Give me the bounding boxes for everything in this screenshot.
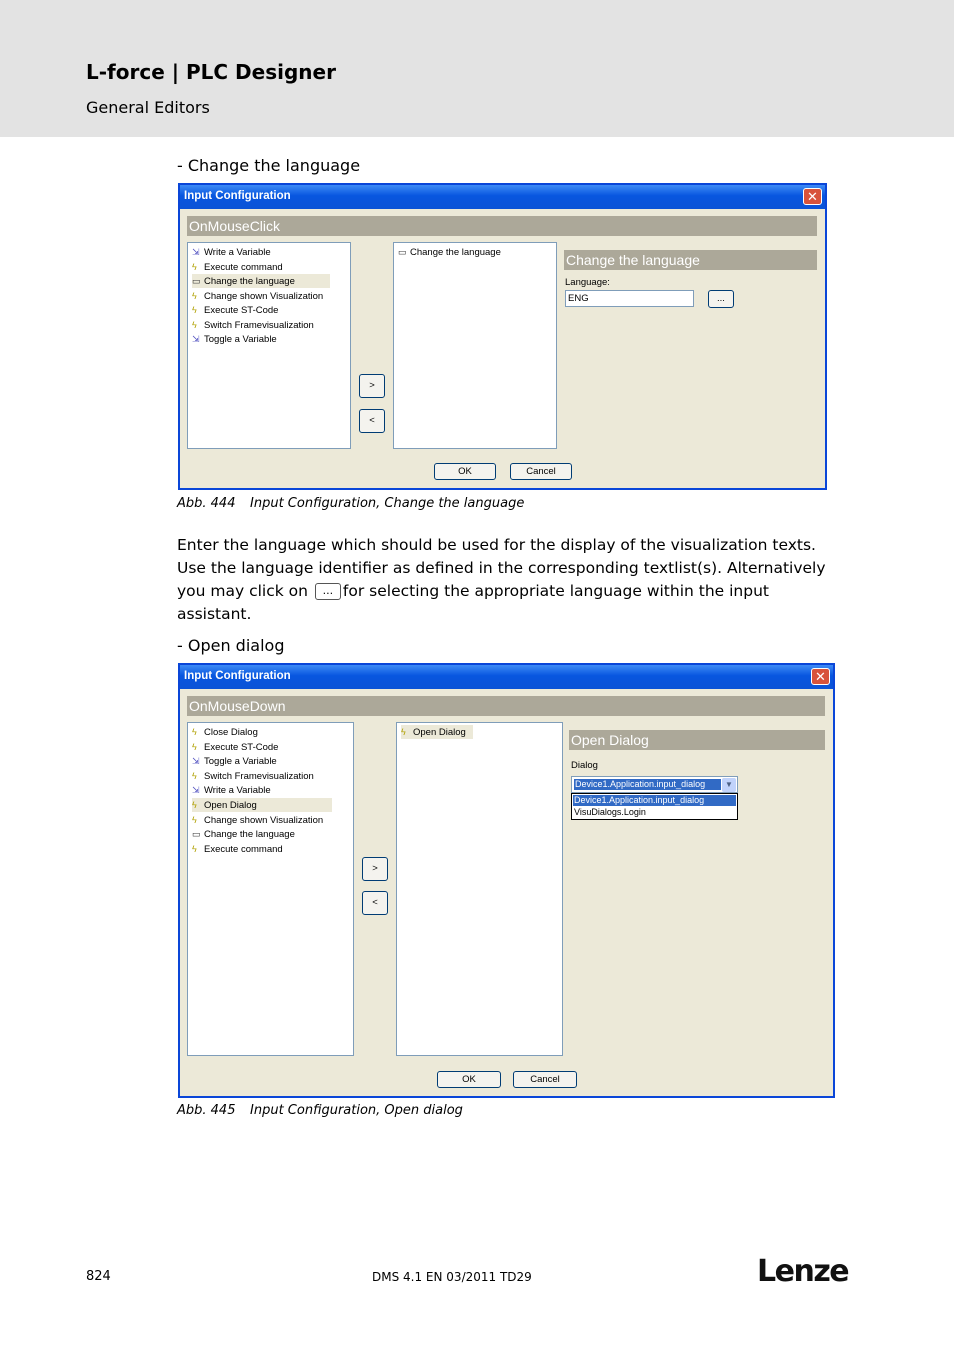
paragraph-text: for selecting the appropriate language within the input assistant.	[177, 582, 769, 623]
list-item[interactable]	[192, 754, 277, 768]
dialog-label: Dialog	[571, 760, 598, 771]
list-item[interactable]	[401, 725, 473, 739]
list-item-label: Open Dialog	[204, 800, 257, 811]
event-header: OnMouseDown	[187, 696, 825, 716]
figure-caption	[177, 1103, 463, 1118]
close-icon[interactable]: ✕	[811, 668, 830, 685]
list-item[interactable]	[192, 740, 278, 754]
figure-caption-text: Input Configuration, Change the language	[250, 496, 525, 511]
list-item-label: Change the language	[410, 247, 501, 258]
chapter-title: General Editors	[86, 98, 210, 117]
list-item[interactable]	[192, 260, 283, 274]
close-icon[interactable]: ✕	[803, 188, 822, 205]
list-item[interactable]	[192, 274, 330, 288]
detail-header: Open Dialog	[569, 730, 825, 750]
write-variable-icon: ⇲	[192, 247, 200, 257]
list-item-label: Write a Variable	[204, 785, 271, 796]
list-item[interactable]	[192, 769, 314, 783]
cancel-button[interactable]: Cancel	[510, 463, 572, 480]
selected-actions-list[interactable]	[393, 242, 557, 449]
lightning-icon: ϟ	[401, 727, 406, 737]
add-action-button[interactable]: >	[359, 374, 385, 398]
dropdown-option[interactable]: VisuDialogs.Login	[574, 807, 646, 817]
dialog-title: Input Configuration	[184, 670, 291, 682]
lightning-icon: ϟ	[192, 305, 197, 315]
lightning-icon: ϟ	[192, 320, 197, 330]
list-item-label: Open Dialog	[413, 727, 466, 738]
write-variable-icon: ⇲	[192, 785, 200, 795]
dialog-titlebar	[180, 185, 825, 209]
section-heading-open-dialog: - Open dialog	[177, 636, 285, 655]
dialog-titlebar	[180, 665, 833, 689]
list-item-label: Switch Framevisualization	[204, 320, 314, 331]
list-item[interactable]	[192, 289, 323, 303]
page-header	[0, 0, 954, 137]
lightning-icon: ϟ	[192, 815, 197, 825]
detail-header: Change the language	[564, 250, 817, 270]
figure-number: Abb. 444	[177, 496, 236, 511]
list-item[interactable]	[192, 813, 323, 827]
lightning-icon: ϟ	[192, 800, 197, 810]
browse-button[interactable]: ...	[708, 290, 734, 308]
dialog-select[interactable]	[571, 776, 738, 793]
list-item-label: Toggle a Variable	[204, 756, 277, 767]
list-item[interactable]	[398, 245, 501, 259]
input-configuration-dialog	[178, 663, 835, 1098]
speech-bubble-icon: ▭	[398, 247, 407, 257]
lightning-icon: ϟ	[192, 727, 197, 737]
figure-caption	[177, 496, 524, 511]
list-item-label: Execute command	[204, 262, 283, 273]
list-item-label: Switch Framevisualization	[204, 771, 314, 782]
lightning-icon: ϟ	[192, 844, 197, 854]
lightning-icon: ϟ	[192, 742, 197, 752]
list-item[interactable]	[192, 842, 283, 856]
dialog-dropdown-list[interactable]	[571, 793, 738, 820]
available-actions-list[interactable]	[187, 242, 351, 449]
body-paragraph	[177, 534, 841, 626]
cancel-button[interactable]: Cancel	[513, 1071, 577, 1088]
document-id: DMS 4.1 EN 03/2011 TD29	[372, 1270, 532, 1284]
event-header: OnMouseClick	[187, 216, 817, 236]
list-item-label: Change the language	[204, 829, 295, 840]
figure-number: Abb. 445	[177, 1103, 236, 1118]
list-item-label: Toggle a Variable	[204, 334, 277, 345]
list-item[interactable]	[192, 783, 271, 797]
list-item-label: Change shown Visualization	[204, 815, 324, 826]
list-item[interactable]	[192, 318, 314, 332]
list-item-label: Write a Variable	[204, 247, 271, 258]
dropdown-option[interactable]: Device1.Application.input_dialog	[573, 795, 736, 806]
list-item[interactable]	[192, 827, 295, 841]
list-item-label: Change the language	[204, 276, 295, 287]
list-item-label: Execute ST-Code	[204, 305, 279, 316]
selected-actions-list[interactable]	[396, 722, 563, 1056]
list-item[interactable]	[192, 245, 271, 259]
remove-action-button[interactable]: <	[362, 891, 388, 915]
ok-button[interactable]: OK	[434, 463, 496, 480]
chevron-down-icon[interactable]: ▼	[722, 778, 736, 792]
lenze-logo: Lenze	[757, 1254, 849, 1289]
dialog-title: Input Configuration	[184, 190, 291, 202]
list-item[interactable]	[192, 798, 332, 812]
section-heading-change-language: - Change the language	[177, 156, 361, 175]
list-item-label: Execute command	[204, 844, 283, 855]
available-actions-list[interactable]	[187, 722, 354, 1056]
language-label: Language:	[565, 277, 610, 288]
lightning-icon: ϟ	[192, 291, 197, 301]
list-item[interactable]	[192, 725, 258, 739]
ellipsis-button-illustration: ...	[315, 583, 341, 600]
paragraph-text: Enter the language which should be used for the display of the visualization texts. Use the language identifier as defined in the corresponding textlist(s). Alternatively you may click on	[177, 536, 826, 600]
lightning-icon: ϟ	[192, 262, 197, 272]
list-item-label: Execute ST-Code	[204, 742, 279, 753]
input-configuration-dialog	[178, 183, 827, 490]
list-item[interactable]	[192, 303, 278, 317]
toggle-variable-icon: ⇲	[192, 334, 200, 344]
language-input[interactable]: ENG	[565, 290, 694, 307]
figure-caption-text: Input Configuration, Open dialog	[250, 1103, 463, 1118]
dialog-select-value: Device1.Application.input_dialog	[574, 779, 721, 790]
ok-button[interactable]: OK	[437, 1071, 501, 1088]
list-item[interactable]	[192, 332, 277, 346]
page-number: 824	[86, 1269, 111, 1284]
add-action-button[interactable]: >	[362, 857, 388, 881]
list-item-label: Change shown Visualization	[204, 291, 324, 302]
speech-bubble-icon: ▭	[192, 829, 201, 839]
document-title: L-force | PLC Designer	[86, 60, 336, 84]
speech-bubble-icon: ▭	[192, 276, 201, 286]
toggle-variable-icon: ⇲	[192, 756, 200, 766]
remove-action-button[interactable]: <	[359, 409, 385, 433]
list-item-label: Close Dialog	[204, 727, 258, 738]
lightning-icon: ϟ	[192, 771, 197, 781]
